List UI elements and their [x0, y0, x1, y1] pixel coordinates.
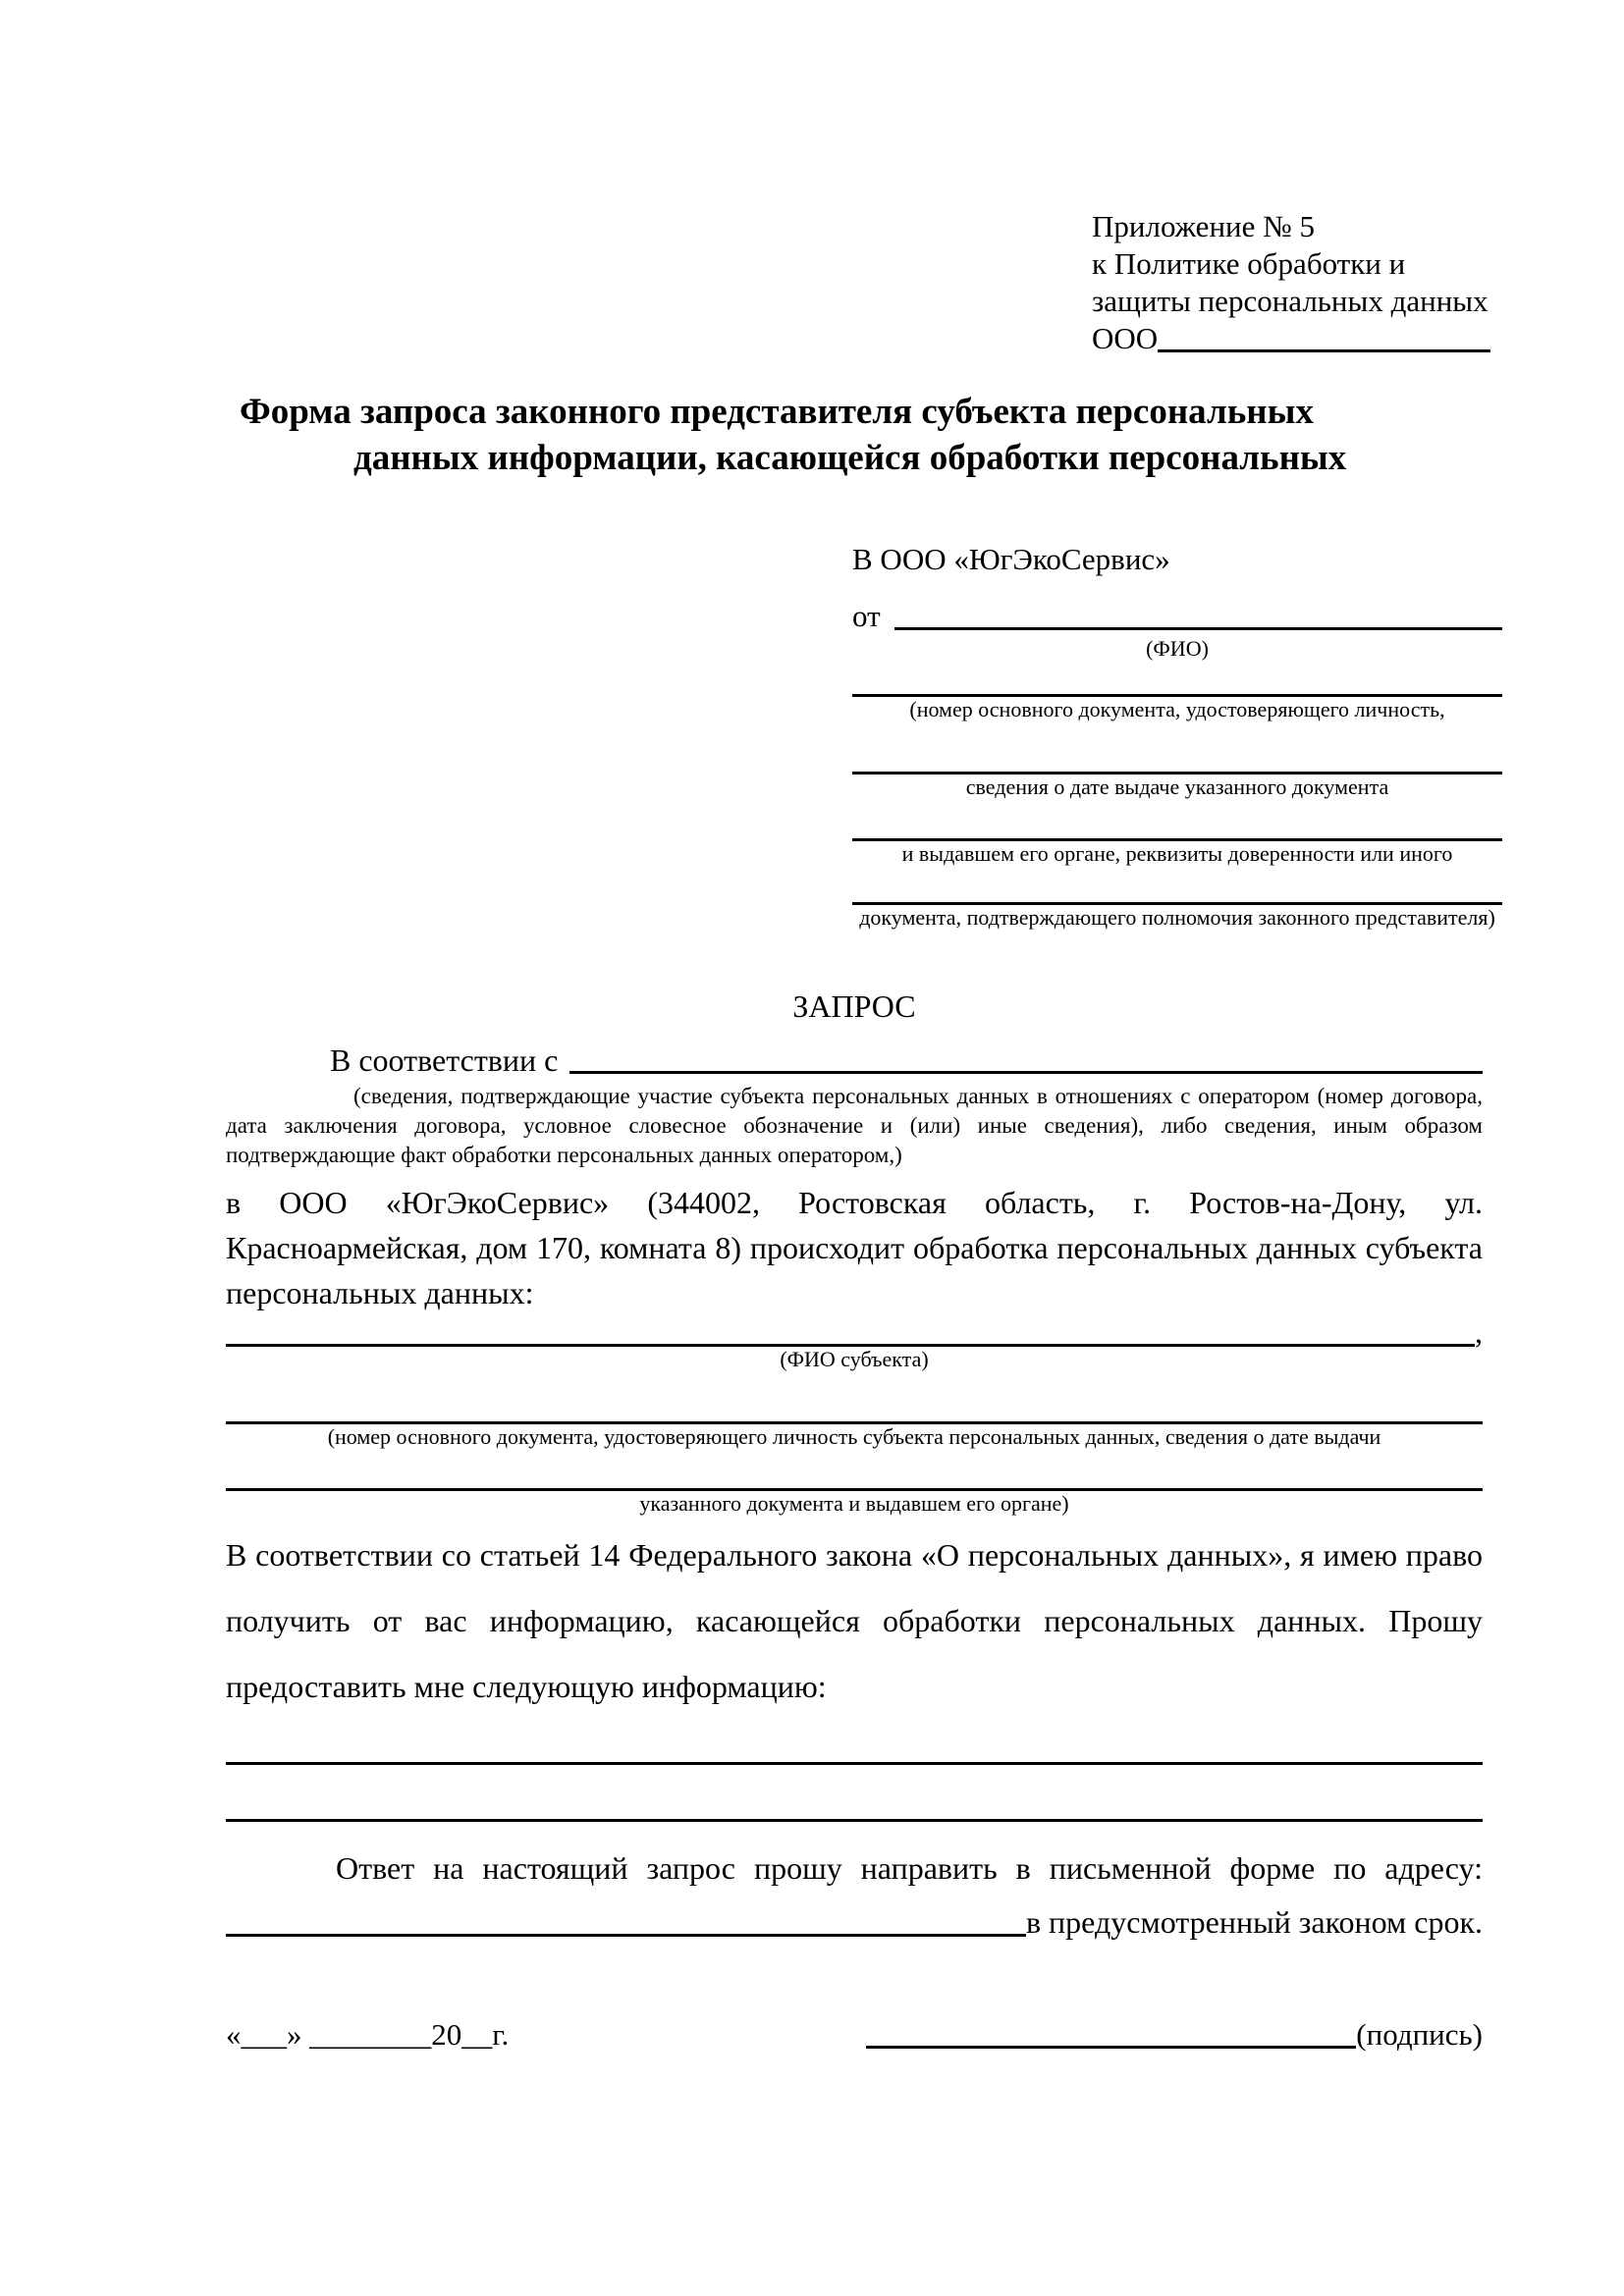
blank-line-caption: сведения о дате выдаче указанного документа: [965, 774, 1389, 799]
subject-caption: указанного документа и выдавшем его органе): [639, 1491, 1069, 1516]
addressee-organization: В ООО «ЮгЭкоСервис»: [852, 542, 1170, 576]
subject-fio-blank-line: [226, 1318, 1475, 1347]
blank-line: [226, 1819, 1483, 1822]
signature-area: [866, 2015, 1483, 2055]
addressee-block: [852, 540, 1502, 931]
signature-row: [226, 2015, 1483, 2055]
blank-line: [852, 867, 1502, 905]
appendix-block: [1092, 208, 1490, 357]
accordance-prefix: В соответствии с: [330, 1042, 559, 1078]
ooo-prefix: ООО: [1092, 321, 1159, 355]
blank-line: [852, 800, 1502, 841]
answer-suffix: в предусмотренный законом срок.: [1025, 1904, 1483, 1940]
signature-blank-line: [866, 2015, 1356, 2049]
blank-line: [226, 1450, 1483, 1491]
request-heading: ЗАПРОС: [792, 988, 916, 1024]
answer-paragraph: Ответ на настоящий запрос прошу направить в письменной форме по адресу:: [336, 1850, 1483, 1886]
blank-line: [226, 1762, 1483, 1765]
page-title-line-1: Форма запроса законного представителя субъекта персональных: [240, 392, 1315, 432]
answer-address-row: [226, 1902, 1483, 1942]
law-paragraph: В соответствии со статьей 14 Федерального закона «О персональных данных», я имею право получить от вас информацию, касающейся обработки персональных данных. Прошу предоставить мне следующую информацию:: [226, 1537, 1483, 1704]
appendix-line: Приложение № 5: [1092, 209, 1315, 243]
blank-line-caption: документа, подтверждающего полномочия законного представителя): [859, 905, 1495, 930]
appendix-ooo-row: [1092, 320, 1490, 357]
ooo-blank-line: [1158, 320, 1490, 352]
blank-line: [226, 1372, 1483, 1424]
appendix-line: защиты персональных данных: [1092, 284, 1489, 318]
page-title-line-2: данных информации, касающейся обработки персональных: [353, 438, 1347, 478]
subject-fio-row: [226, 1314, 1483, 1350]
subject-caption: (номер основного документа, удостоверяющего личность субъекта персональных данных, сведения о дате выдачи: [327, 1424, 1381, 1449]
fio-caption: (ФИО): [1146, 636, 1209, 661]
subject-caption: (ФИО субъекта): [780, 1347, 929, 1371]
blank-line-caption: (номер основного документа, удостоверяющего личность,: [909, 697, 1445, 721]
signature-caption: (подпись): [1356, 2017, 1483, 2052]
subject-fio-comma: ,: [1475, 1314, 1483, 1350]
from-blank-line: [894, 597, 1502, 630]
from-row: [852, 597, 1502, 636]
appendix-line: к Политике обработки и: [1092, 246, 1406, 281]
operator-paragraph: в ООО «ЮгЭкоСервис» (344002, Ростовская область, г. Ростов-на-Дону, ул. Красноармейская, дом 170, комната 8) происходит обработка персональных данных субъекта персональных данных:: [226, 1185, 1483, 1310]
accordance-blank-line: [569, 1041, 1483, 1074]
fine-print-note: (сведения, подтверждающие участие субъекта персональных данных в отношениях с оператором (номер договора, дата заключения договора, условное словесное обозначение и (или) иные сведения), либо сведения, иным образом подтверждающие факт обработки персональных данных оператором,): [226, 1084, 1483, 1167]
blank-line: [852, 662, 1502, 697]
blank-line-caption: и выдавшем его органе, реквизиты доверенности или иного: [901, 841, 1453, 866]
from-label: от: [852, 599, 881, 633]
blank-line: [852, 722, 1502, 774]
answer-address-blank-line: [226, 1902, 1026, 1937]
accordance-row: [226, 1041, 1483, 1080]
date-line: «___» ________20__г.: [226, 2017, 510, 2052]
page-title: [226, 389, 1483, 481]
